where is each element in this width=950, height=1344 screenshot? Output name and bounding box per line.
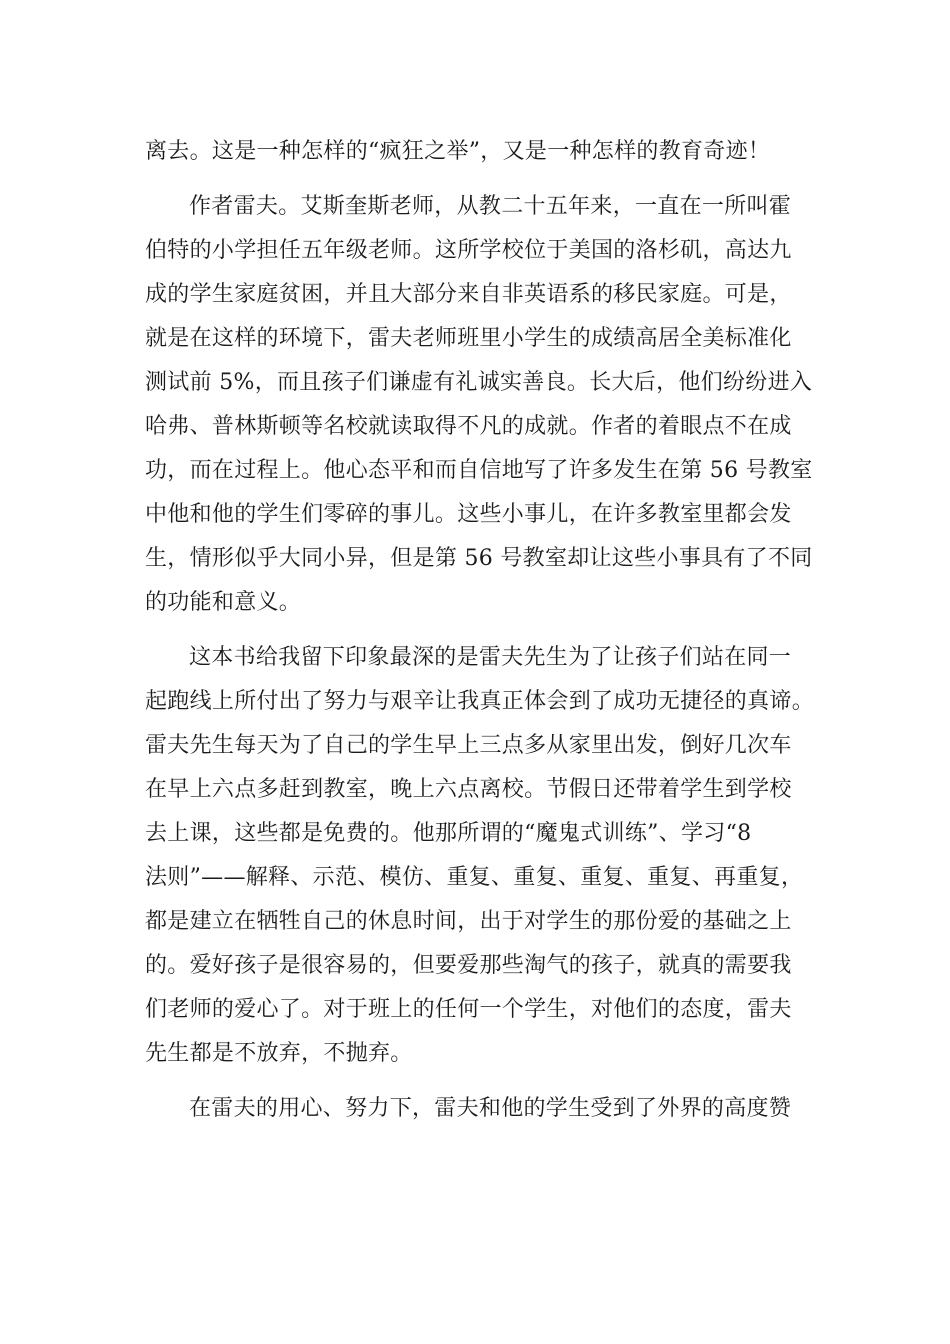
text-line: 伯特的小学担任五年级老师。这所学校位于美国的洛杉矶，高达九 xyxy=(145,238,792,263)
text-line: 在早上六点多赶到教室，晚上六点离校。节假日还带着学生到学校 xyxy=(145,777,792,802)
text-line: 生，情形似乎大同小异，但是第 56 号教室却让这些小事具有了不同 xyxy=(145,546,813,571)
text-line: 测试前 5%，而且孩子们谦虚有礼诚实善良。长大后，他们纷纷进入 xyxy=(145,370,813,395)
text-line: 就是在这样的环境下，雷夫老师班里小学生的成绩高居全美标准化 xyxy=(145,326,792,351)
text-line: 们老师的爱心了。对于班上的任何一个学生，对他们的态度，雷夫 xyxy=(145,997,792,1022)
text-line: 中他和他的学生们零碎的事儿。这些小事儿，在许多教室里都会发 xyxy=(145,502,792,527)
text-line: 法则”——解释、示范、模仿、重复、重复、重复、重复、再重复， xyxy=(145,865,804,890)
text-line: 哈弗、普林斯顿等名校就读取得不凡的成就。作者的着眼点不在成 xyxy=(145,414,792,439)
text-line: 起跑线上所付出了努力与艰辛让我真正体会到了成功无捷径的真谛。 xyxy=(145,689,815,714)
paragraph-2 xyxy=(145,185,815,625)
text-line: 雷夫先生每天为了自己的学生早上三点多从家里出发，倒好几次车 xyxy=(145,733,792,758)
document-body xyxy=(145,130,815,1131)
text-line: 去上课，这些都是免费的。他那所谓的“魔鬼式训练”、学习“8 xyxy=(145,821,752,846)
paragraph-4 xyxy=(145,1087,815,1131)
text-line: 的功能和意义。 xyxy=(145,590,302,615)
text-line: 离去。这是一种怎样的“疯狂之举”，又是一种怎样的教育奇迹！ xyxy=(145,139,771,164)
text-line: 功，而在过程上。他心态平和而自信地写了许多发生在第 56 号教室 xyxy=(145,458,813,483)
text-line: 成的学生家庭贫困，并且大部分来自非英语系的移民家庭。可是， xyxy=(145,282,792,307)
text-line: 先生都是不放弃，不抛弃。 xyxy=(145,1041,413,1066)
text-line: 作者雷夫。艾斯奎斯老师，从教二十五年来，一直在一所叫霍 xyxy=(189,194,792,219)
text-line: 在雷夫的用心、努力下，雷夫和他的学生受到了外界的高度赞 xyxy=(189,1096,792,1121)
text-line: 这本书给我留下印象最深的是雷夫先生为了让孩子们站在同一 xyxy=(189,645,792,670)
text-line: 的。爱好孩子是很容易的，但要爱那些淘气的孩子，就真的需要我 xyxy=(145,953,792,978)
paragraph-1 xyxy=(145,130,815,174)
text-line: 都是建立在牺牲自己的休息时间，出于对学生的那份爱的基础之上 xyxy=(145,909,792,934)
paragraph-3 xyxy=(145,636,815,1076)
